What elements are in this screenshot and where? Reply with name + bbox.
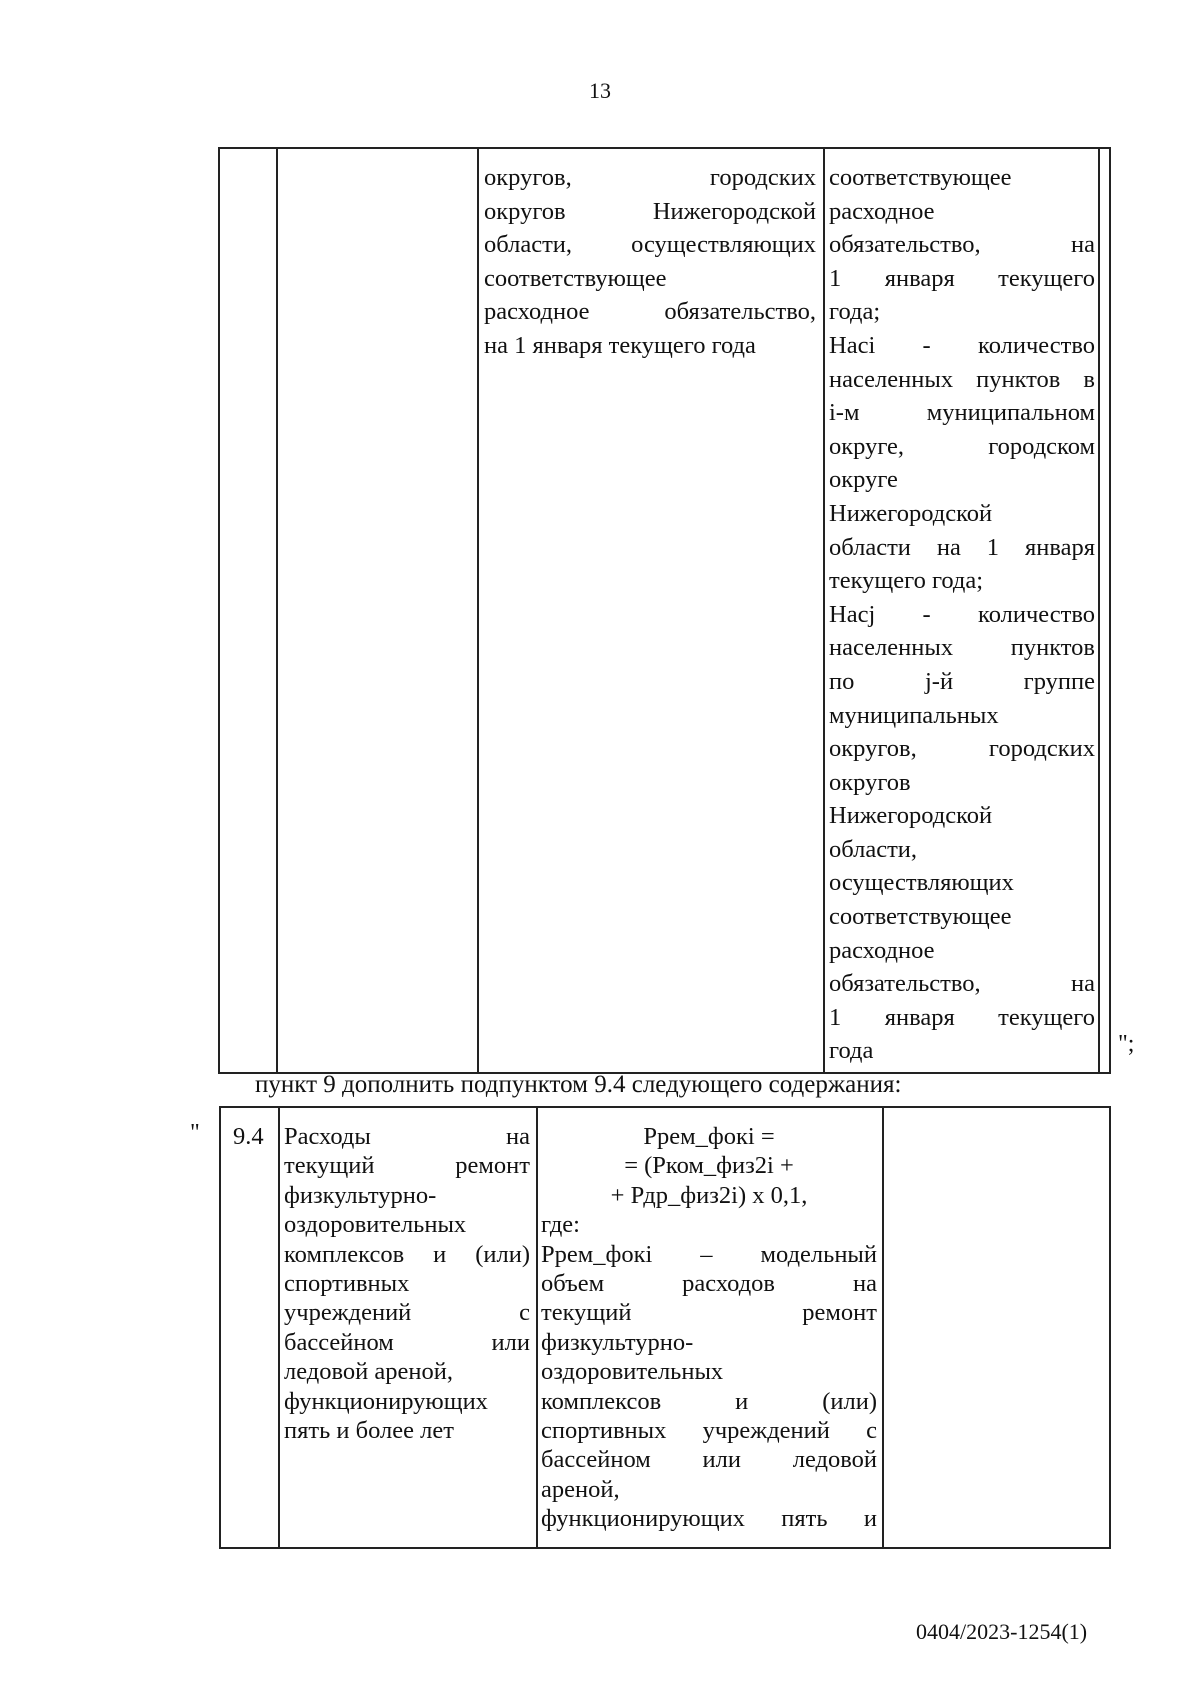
text-line: комплексов и (или): [284, 1240, 530, 1268]
text-line: спортивных учреждений с: [541, 1417, 877, 1445]
text-line: населенных пунктов: [829, 634, 1095, 662]
text-line: оздоровительных: [541, 1358, 724, 1386]
text-line: муниципальных: [829, 701, 999, 729]
text-line: Ррем_фокi =: [643, 1123, 775, 1150]
text-line: соответствующее: [829, 164, 1012, 191]
text-line: оздоровительных: [284, 1211, 467, 1239]
col3-text: [484, 161, 816, 363]
page-number: 13: [589, 78, 611, 103]
text-line: области,: [829, 835, 918, 863]
text-line: физкультурно-: [541, 1328, 694, 1356]
text-line: расходное: [829, 197, 935, 225]
text-line: бассейном или ледовой: [541, 1446, 877, 1474]
amendment-instruction: пункт 9 дополнить подпунктом 9.4 следующего содержания:: [255, 1071, 902, 1098]
table-col-2: [276, 149, 278, 1072]
text-line: Насj - количество: [829, 600, 1095, 628]
text-line: ареной,: [541, 1475, 620, 1503]
new-subitem-table: [219, 1106, 1111, 1549]
col4-text: [829, 161, 1095, 1068]
text-line: спортивных: [284, 1270, 410, 1298]
text-line: текущего года;: [829, 567, 984, 595]
text-line: области на 1 января: [829, 533, 1095, 561]
text-line: = (Рком_физ2i +: [624, 1152, 794, 1180]
text-line: округов Нижегородской: [484, 197, 816, 225]
text-line: округе, городском: [829, 432, 1095, 460]
text-line: пять и более лет: [284, 1417, 454, 1445]
text-line: объем расходов на: [541, 1270, 877, 1298]
text-line: года: [829, 1037, 874, 1065]
table-col-3: [536, 1108, 538, 1547]
text-line: на 1 января текущего года: [484, 331, 756, 359]
text-line: Насi - количество: [829, 331, 1095, 359]
text-line: по j-й группе: [829, 667, 1095, 695]
text-line: где:: [541, 1211, 580, 1239]
text-line: округов, городских: [484, 164, 816, 191]
text-line: 1 января текущего: [829, 1003, 1095, 1031]
expense-name: [284, 1122, 530, 1445]
text-line: текущий ремонт: [541, 1299, 877, 1327]
opening-quote-mark: ": [190, 1120, 200, 1146]
text-line: области, осуществляющих: [484, 231, 816, 259]
document-code: 0404/2023-1254(1): [916, 1619, 1088, 1644]
table-col-2: [278, 1108, 280, 1547]
subitem-number: 9.4: [233, 1123, 264, 1150]
text-line: соответствующее: [484, 264, 667, 292]
text-line: расходное: [829, 936, 935, 964]
table-col-5: [1098, 149, 1100, 1072]
text-line: i-м муниципальном: [829, 399, 1095, 427]
text-line: функционирующих: [284, 1387, 488, 1415]
text-line: бассейном или: [284, 1328, 530, 1356]
formula-text: [541, 1122, 877, 1534]
text-line: округов: [829, 768, 911, 796]
table-col-4: [882, 1108, 884, 1547]
text-line: текущий ремонт: [284, 1152, 530, 1180]
table-col-4: [823, 149, 825, 1072]
text-line: обязательство, на: [829, 231, 1095, 259]
text-line: Нижегородской: [829, 499, 993, 527]
table-col-3: [477, 149, 479, 1072]
closing-quote-mark: ";: [1118, 1031, 1135, 1057]
text-line: населенных пунктов в: [829, 365, 1095, 393]
text-line: округов, городских: [829, 735, 1095, 763]
text-line: соответствующее: [829, 903, 1012, 931]
text-line: года;: [829, 298, 881, 326]
text-line: функционирующих пять и: [541, 1505, 877, 1533]
text-line: Расходы на: [284, 1123, 530, 1150]
text-line: Нижегородской: [829, 802, 993, 830]
continuation-table: [218, 147, 1111, 1074]
text-line: Ррем_фокi – модельный: [541, 1240, 877, 1268]
text-line: ледовой ареной,: [284, 1358, 453, 1386]
text-line: округе: [829, 466, 898, 494]
text-line: расходное обязательство,: [484, 298, 816, 326]
text-line: осуществляющих: [829, 869, 1014, 897]
text-line: комплексов и (или): [541, 1387, 877, 1415]
text-line: учреждений с: [284, 1299, 530, 1327]
text-line: физкультурно-: [284, 1181, 437, 1209]
text-line: + Рдр_физ2i) x 0,1,: [610, 1181, 808, 1209]
text-line: обязательство, на: [829, 970, 1095, 998]
text-line: 1 января текущего: [829, 264, 1095, 292]
